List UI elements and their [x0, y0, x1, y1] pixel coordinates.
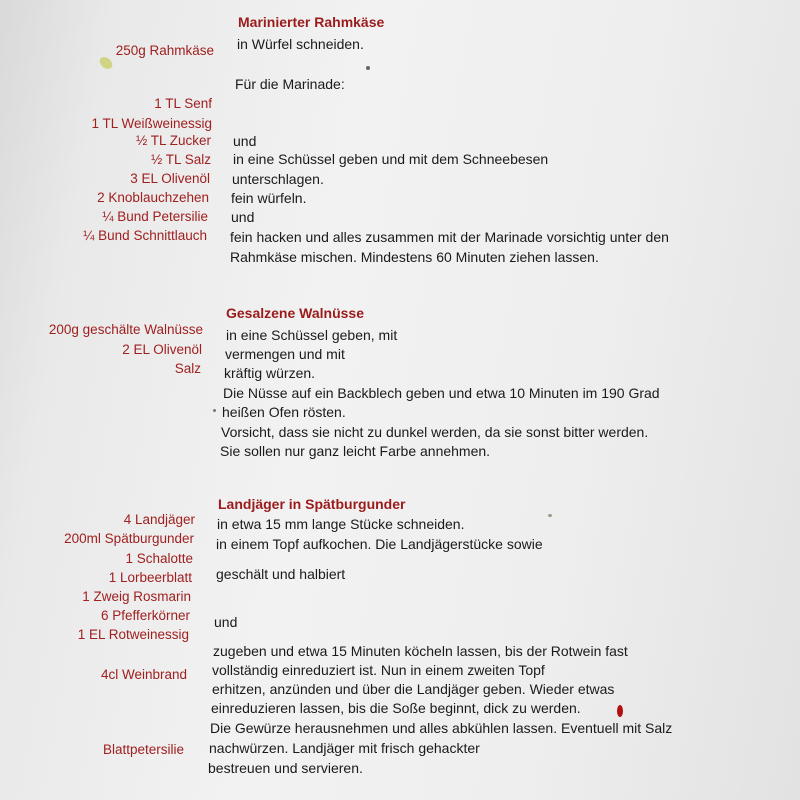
- instruction-line: Die Nüsse auf ein Backblech geben und etwa 10 Minuten im 190 Grad: [223, 385, 660, 401]
- ingredient: 250g Rahmkäse: [115, 43, 214, 58]
- instruction-line: Vorsicht, dass sie nicht zu dunkel werden, da sie sonst bitter werden.: [221, 424, 649, 440]
- ingredient: 1 TL Weißweinessig: [91, 116, 212, 131]
- instruction-line: zugeben und etwa 15 Minuten köcheln lassen, bis der Rotwein fast: [213, 643, 628, 659]
- ingredient: 1 EL Rotweinessig: [77, 627, 189, 642]
- ingredient: 200ml Spätburgunder: [64, 531, 194, 546]
- instruction-line: und: [231, 209, 255, 225]
- instruction-line: in eine Schüssel geben, mit: [226, 327, 398, 343]
- instruction-line: und: [214, 614, 238, 630]
- instruction-line: fein würfeln.: [231, 190, 307, 206]
- recipe-title: Landjäger in Spätburgunder: [218, 496, 406, 512]
- ingredient: 1 Schalotte: [125, 551, 193, 566]
- instruction-line: in einem Topf aufkochen. Die Landjägerstücke sowie: [216, 536, 543, 552]
- instruction-line: vermengen und mit: [225, 346, 345, 362]
- ingredient: 6 Pfefferkörner: [100, 608, 190, 623]
- stain-mark: [617, 705, 623, 717]
- stain-mark: [97, 55, 114, 72]
- instruction-line: vollständig einreduziert ist. Nun in einem zweiten Topf: [212, 662, 545, 678]
- instruction-line: geschält und halbiert: [216, 566, 346, 582]
- ingredient: 2 EL Olivenöl: [122, 342, 202, 357]
- ingredient: ½ TL Salz: [150, 152, 211, 167]
- instruction-line: Rahmkäse mischen. Mindestens 60 Minuten ziehen lassen.: [230, 249, 599, 265]
- instruction-line: in eine Schüssel geben und mit dem Schneebesen: [233, 151, 549, 167]
- stain-mark: [366, 66, 370, 70]
- ingredient: 1 Zweig Rosmarin: [82, 589, 191, 604]
- ingredient: ¼ Bund Schnittlauch: [83, 228, 207, 243]
- ingredient: 200g geschälte Walnüsse: [48, 322, 203, 337]
- instruction-line: kräftig würzen.: [224, 365, 316, 381]
- recipe-title: Marinierter Rahmkäse: [238, 14, 385, 30]
- stain-mark: [213, 409, 216, 412]
- instruction-line: erhitzen, anzünden und über die Landjäger geben. Wieder etwas: [212, 681, 615, 697]
- instruction-line: heißen Ofen rösten.: [222, 404, 346, 420]
- instruction-line: Für die Marinade:: [235, 76, 345, 92]
- instruction-line: und: [233, 133, 257, 149]
- ingredient: 3 EL Olivenöl: [130, 171, 210, 186]
- instruction-line: unterschlagen.: [232, 171, 324, 187]
- ingredient: 2 Knoblauchzehen: [97, 190, 209, 205]
- ingredient: 4 Landjäger: [123, 512, 195, 527]
- instruction-line: einreduzieren lassen, bis die Soße beginnt, dick zu werden.: [211, 700, 581, 716]
- ingredient: ½ TL Zucker: [135, 133, 211, 148]
- ingredient: 1 Lorbeerblatt: [108, 570, 192, 585]
- ingredient: Salz: [174, 361, 201, 376]
- ingredient: ¼ Bund Petersilie: [102, 209, 208, 224]
- ingredient: 1 TL Senf: [154, 96, 212, 111]
- instruction-line: fein hacken und alles zusammen mit der Marinade vorsichtig unter den: [230, 229, 669, 245]
- ingredient: 4cl Weinbrand: [100, 667, 187, 682]
- recipe-title: Gesalzene Walnüsse: [226, 305, 364, 321]
- instruction-line: Die Gewürze herausnehmen und alles abkühlen lassen. Eventuell mit Salz: [210, 720, 673, 736]
- instruction-line: Sie sollen nur ganz leicht Farbe annehmen.: [220, 443, 491, 459]
- instruction-line: in Würfel schneiden.: [237, 36, 364, 52]
- instruction-line: nachwürzen. Landjäger mit frisch gehackter: [209, 740, 480, 756]
- stain-mark: [548, 514, 552, 517]
- instruction-line: in etwa 15 mm lange Stücke schneiden.: [217, 516, 465, 532]
- ingredient: Blattpetersilie: [102, 742, 184, 757]
- instruction-line: bestreuen und servieren.: [208, 760, 363, 776]
